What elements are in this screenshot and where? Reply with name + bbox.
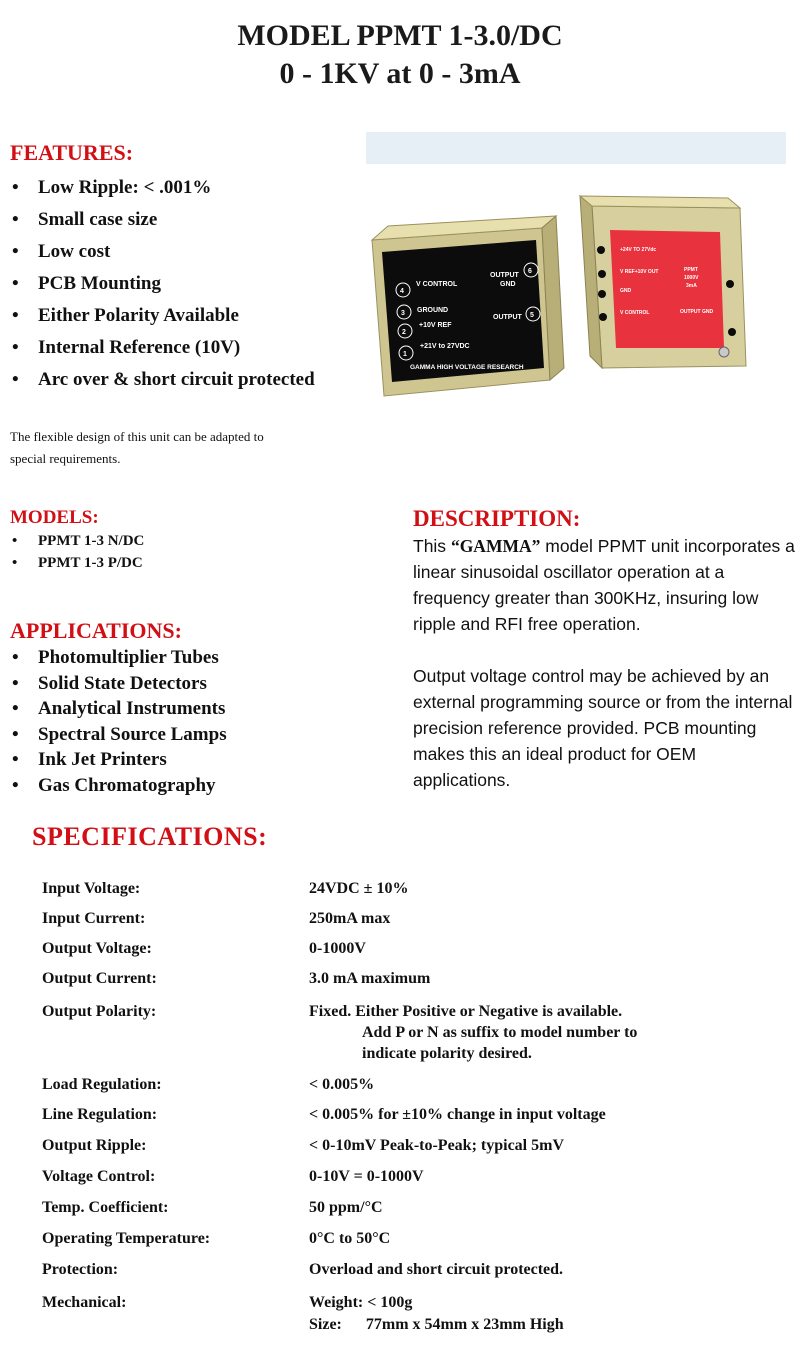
feature-item: • Low cost: [10, 236, 315, 268]
spec-row: Voltage Control: 0-10V = 0-1000V: [42, 1168, 424, 1185]
spec-row: Output Voltage: 0-1000V: [42, 940, 366, 957]
pin-2-text: +10V REF: [419, 322, 452, 329]
models-list: [10, 530, 144, 574]
feature-item: • Either Polarity Available: [10, 300, 315, 332]
feature-item: • Arc over & short circuit protected: [10, 364, 315, 396]
right-out-gnd: OUTPUT GND: [680, 309, 714, 315]
photo-backdrop: [366, 132, 786, 164]
features-list: [10, 172, 315, 396]
specifications-table: [42, 880, 782, 1336]
left-unit: [372, 216, 564, 396]
spec-row: Operating Temperature: 0°C to 50°C: [42, 1230, 391, 1247]
features-heading: FEATURES:: [10, 140, 134, 165]
right-line-1: +24V TO 27Vdc: [620, 247, 657, 253]
left-unit-label-panel: [382, 240, 544, 382]
description-paragraph: This “GAMMA” model PPMT unit incorporates a linear sinusoidal oscillator operation at a frequency greater than 300KHz, insuring low ripple and RFI free operation.: [413, 536, 795, 634]
page-title-rating: 0 - 1KV at 0 - 3mA: [279, 57, 521, 90]
application-item: • Ink Jet Printers: [10, 747, 227, 773]
description-body: [413, 533, 795, 793]
spec-row: Line Regulation: < 0.005% for ±10% change in input voltage: [42, 1106, 606, 1123]
pin-4-label: 4: [400, 288, 404, 295]
pin-2-label: 2: [402, 329, 406, 336]
pin-3-label: 3: [401, 310, 405, 317]
pin-6-label: 6: [528, 268, 532, 275]
pin-5-text: OUTPUT: [493, 314, 522, 321]
right-rating: 1000V: [684, 275, 699, 281]
pin-5-label: 5: [530, 312, 534, 319]
brand-text: GAMMA HIGH VOLTAGE RESEARCH: [410, 364, 524, 371]
right-line-3: GND: [620, 288, 632, 294]
pin-6-gnd-text: GND: [500, 281, 516, 288]
spec-row: Mechanical: Weight: < 100g Size: 77mm x 54mm x 23mm High: [42, 1294, 564, 1333]
feature-item: • Internal Reference (10V): [10, 332, 315, 364]
description-heading: DESCRIPTION:: [413, 506, 581, 531]
page-title-model: MODEL PPMT 1-3.0/DC: [237, 19, 563, 52]
pin-1-label: 1: [403, 351, 407, 358]
feature-item: • PCB Mounting: [10, 268, 315, 300]
pin-6-text: OUTPUT: [490, 272, 519, 279]
application-item: • Solid State Detectors: [10, 671, 227, 697]
spec-row: Temp. Coefficient: 50 ppm/°C: [42, 1199, 383, 1216]
gamma-brand: “GAMMA”: [450, 536, 541, 556]
right-line-4: V CONTROL: [620, 310, 650, 316]
pin-3-text: GROUND: [417, 307, 449, 314]
spec-row: Input Voltage: 24VDC ± 10%: [42, 880, 409, 897]
feature-item: • Small case size: [10, 204, 315, 236]
models-heading: MODELS:: [10, 507, 99, 528]
applications-heading: APPLICATIONS:: [10, 618, 182, 643]
spec-row: Output Ripple: < 0-10mV Peak-to-Peak; typical 5mV: [42, 1137, 564, 1154]
flexible-design-note: The flexible design of this unit can be adapted to special requirements.: [10, 429, 264, 466]
applications-list: [10, 645, 227, 798]
model-item: • PPMT 1-3 N/DC: [10, 530, 144, 552]
application-item: • Analytical Instruments: [10, 696, 227, 722]
application-item: • Photomultiplier Tubes: [10, 645, 227, 671]
spec-row: Input Current: 250mA max: [42, 910, 391, 927]
right-unit: [580, 196, 746, 368]
right-model: PPMT: [684, 267, 698, 273]
specifications-heading: SPECIFICATIONS:: [32, 822, 268, 851]
pin-1-text: +21V to 27VDC: [420, 343, 470, 350]
spec-row: Protection: Overload and short circuit protected.: [42, 1261, 564, 1278]
spec-row: Output Polarity: Fixed. Either Positive or Negative is available. Add P or N as suffix to model number to indicate polarity desired.: [42, 1003, 638, 1062]
feature-item: • Low Ripple: < .001%: [10, 172, 315, 204]
product-photo: [366, 132, 786, 412]
right-line-2: V REF+10V OUT: [620, 269, 659, 275]
pin-4-text: V CONTROL: [416, 281, 458, 288]
description-paragraph: Output voltage control may be achieved by an external programming source or from the internal precision reference provided. PCB mounting makes this an ideal product for OEM applications.: [413, 666, 793, 790]
model-item: • PPMT 1-3 P/DC: [10, 552, 144, 574]
application-item: • Gas Chromatography: [10, 773, 227, 799]
spec-row: Output Current: 3.0 mA maximum: [42, 970, 431, 987]
application-item: • Spectral Source Lamps: [10, 722, 227, 748]
screw-icon: [719, 347, 729, 357]
right-current: 3mA: [686, 283, 697, 289]
spec-row: Load Regulation: < 0.005%: [42, 1076, 375, 1093]
